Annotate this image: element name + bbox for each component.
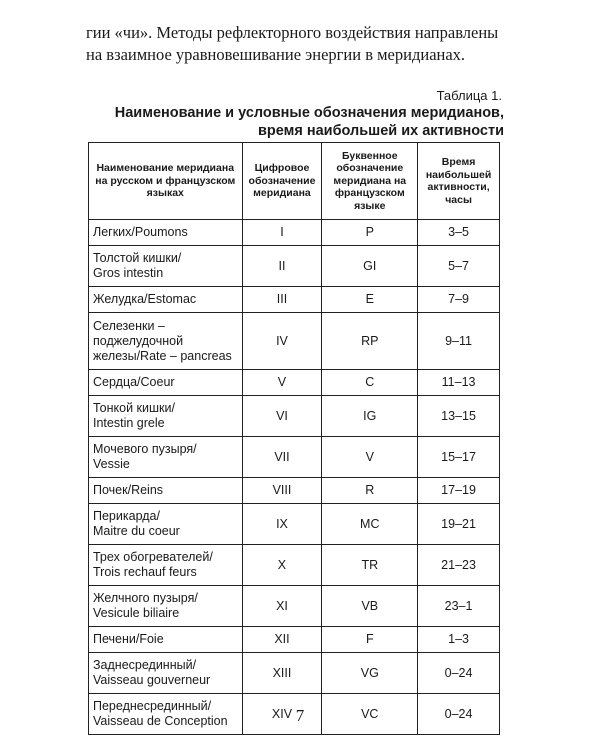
activity-time-cell: 5–7 bbox=[418, 246, 500, 287]
meridian-name-line: Intestin grele bbox=[93, 416, 165, 430]
meridian-name-cell bbox=[89, 545, 243, 586]
meridian-number-cell: XIII bbox=[242, 653, 322, 694]
activity-time-cell: 9–11 bbox=[418, 313, 500, 370]
meridian-number-cell: V bbox=[242, 370, 322, 396]
meridian-name-cell bbox=[89, 504, 243, 545]
meridian-name-line: Желудка/Estomac bbox=[93, 292, 197, 306]
header-number: Цифровое обозначение меридиана bbox=[242, 143, 322, 220]
table-row bbox=[89, 437, 500, 478]
meridian-letter-cell: E bbox=[322, 287, 418, 313]
meridian-name-line: Перикарда/ bbox=[93, 509, 160, 523]
meridian-name-line: Vesicule biliaire bbox=[93, 606, 180, 620]
meridian-name-line: Переднесрединный/ bbox=[93, 699, 212, 713]
meridian-name-cell bbox=[89, 246, 243, 287]
table-row bbox=[89, 246, 500, 287]
intro-paragraph bbox=[86, 22, 526, 66]
activity-time-cell: 19–21 bbox=[418, 504, 500, 545]
table-row bbox=[89, 220, 500, 246]
table-row bbox=[89, 504, 500, 545]
meridian-name-line: Сердца/Coeur bbox=[93, 375, 175, 389]
activity-time-cell: 21–23 bbox=[418, 545, 500, 586]
meridian-name-cell bbox=[89, 396, 243, 437]
meridian-name-line: Желчного пузыря/ bbox=[93, 591, 198, 605]
meridian-name-cell bbox=[89, 370, 243, 396]
table-row bbox=[89, 545, 500, 586]
activity-time-cell: 23–1 bbox=[418, 586, 500, 627]
activity-time-cell: 11–13 bbox=[418, 370, 500, 396]
header-name: Наименование меридиана на русском и французском языках bbox=[89, 143, 243, 220]
meridian-letter-cell: VG bbox=[322, 653, 418, 694]
meridian-name-line: Селезенки – bbox=[93, 318, 165, 333]
meridian-number-cell: IV bbox=[242, 313, 322, 370]
activity-time-cell: 17–19 bbox=[418, 478, 500, 504]
meridian-number-cell: XI bbox=[242, 586, 322, 627]
meridian-name-line: Почек/Reins bbox=[93, 483, 164, 497]
activity-time-cell: 3–5 bbox=[418, 220, 500, 246]
meridian-name-line: Печени/Foie bbox=[93, 632, 164, 646]
table-title-line: время наибольшей их активности bbox=[257, 123, 504, 139]
meridian-number-cell: III bbox=[242, 287, 322, 313]
activity-time-cell: 0–24 bbox=[418, 653, 500, 694]
meridian-name-line: Легких/Poumons bbox=[93, 225, 188, 239]
meridian-number-cell: IX bbox=[242, 504, 322, 545]
meridian-name-cell bbox=[89, 437, 243, 478]
intro-line: на взаимное уравновешивание энергии в меридианах. bbox=[86, 45, 466, 64]
activity-time-cell: 7–9 bbox=[418, 287, 500, 313]
meridian-number-cell: II bbox=[242, 246, 322, 287]
header-time: Время наибольшей активности, часы bbox=[418, 143, 500, 220]
table-caption: Таблица 1. bbox=[436, 88, 502, 103]
meridian-letter-cell: RP bbox=[322, 313, 418, 370]
meridian-name-cell bbox=[89, 586, 243, 627]
meridian-letter-cell: P bbox=[322, 220, 418, 246]
meridian-number-cell: VII bbox=[242, 437, 322, 478]
meridian-name-line: Мочевого пузыря/ bbox=[93, 442, 197, 456]
meridian-name-line: Vessie bbox=[93, 457, 130, 471]
table-row bbox=[89, 478, 500, 504]
header-letter: Буквенное обозначение меридиана на французском языке bbox=[322, 143, 418, 220]
meridian-letter-cell: R bbox=[322, 478, 418, 504]
meridian-letter-cell: F bbox=[322, 627, 418, 653]
meridian-letter-cell: VC bbox=[322, 694, 418, 735]
meridian-letter-cell: MC bbox=[322, 504, 418, 545]
table-header-row bbox=[89, 143, 500, 220]
meridian-name-line: Gros intestin bbox=[93, 266, 164, 280]
meridian-name-line: Тонкой кишки/ bbox=[93, 401, 175, 415]
meridian-name-cell bbox=[89, 287, 243, 313]
table-row bbox=[89, 287, 500, 313]
meridian-name-line: Толстой кишки/ bbox=[93, 251, 182, 265]
meridian-number-cell: VIII bbox=[242, 478, 322, 504]
table-row bbox=[89, 627, 500, 653]
meridian-name-line: поджелудочной bbox=[93, 333, 184, 348]
table-row bbox=[89, 586, 500, 627]
meridian-letter-cell: C bbox=[322, 370, 418, 396]
meridian-name-line: Trois rechauf feurs bbox=[93, 565, 197, 579]
meridian-number-cell: X bbox=[242, 545, 322, 586]
meridian-name-cell bbox=[89, 653, 243, 694]
activity-time-cell: 1–3 bbox=[418, 627, 500, 653]
meridian-number-cell: XII bbox=[242, 627, 322, 653]
table-title bbox=[84, 104, 504, 140]
meridian-name-line: Vaisseau gouverneur bbox=[93, 673, 211, 687]
meridian-letter-cell: GI bbox=[322, 246, 418, 287]
meridian-name-cell bbox=[89, 627, 243, 653]
meridian-name-cell bbox=[89, 220, 243, 246]
meridian-name-line: железы/Rate – pancreas bbox=[93, 348, 232, 363]
table-row bbox=[89, 396, 500, 437]
meridian-number-cell: XIV bbox=[242, 694, 322, 735]
meridian-name-cell bbox=[89, 313, 243, 370]
table-title-line: Наименование и условные обозначения меридианов, bbox=[114, 105, 504, 121]
meridian-letter-cell: V bbox=[322, 437, 418, 478]
intro-line: гии «чи». Методы рефлекторного воздействия направлены bbox=[86, 23, 499, 42]
activity-time-cell: 15–17 bbox=[418, 437, 500, 478]
meridian-letter-cell: TR bbox=[322, 545, 418, 586]
table-body bbox=[89, 220, 500, 735]
meridian-letter-cell: VB bbox=[322, 586, 418, 627]
table-row bbox=[89, 653, 500, 694]
activity-time-cell: 13–15 bbox=[418, 396, 500, 437]
activity-time-cell: 0–24 bbox=[418, 694, 500, 735]
meridian-name-line: Vaisseau de Conception bbox=[93, 714, 228, 728]
page-number: 7 bbox=[295, 706, 305, 725]
meridians-table bbox=[88, 142, 500, 735]
meridian-name-line: Maitre du coeur bbox=[93, 524, 180, 538]
table-row bbox=[89, 370, 500, 396]
meridian-name-cell bbox=[89, 478, 243, 504]
meridian-letter-cell: IG bbox=[322, 396, 418, 437]
meridian-name-line: Трех обогревателей/ bbox=[93, 550, 213, 564]
table-row bbox=[89, 313, 500, 370]
meridian-number-cell: I bbox=[242, 220, 322, 246]
meridian-name-line: Заднесрединный/ bbox=[93, 658, 197, 672]
meridian-number-cell: VI bbox=[242, 396, 322, 437]
